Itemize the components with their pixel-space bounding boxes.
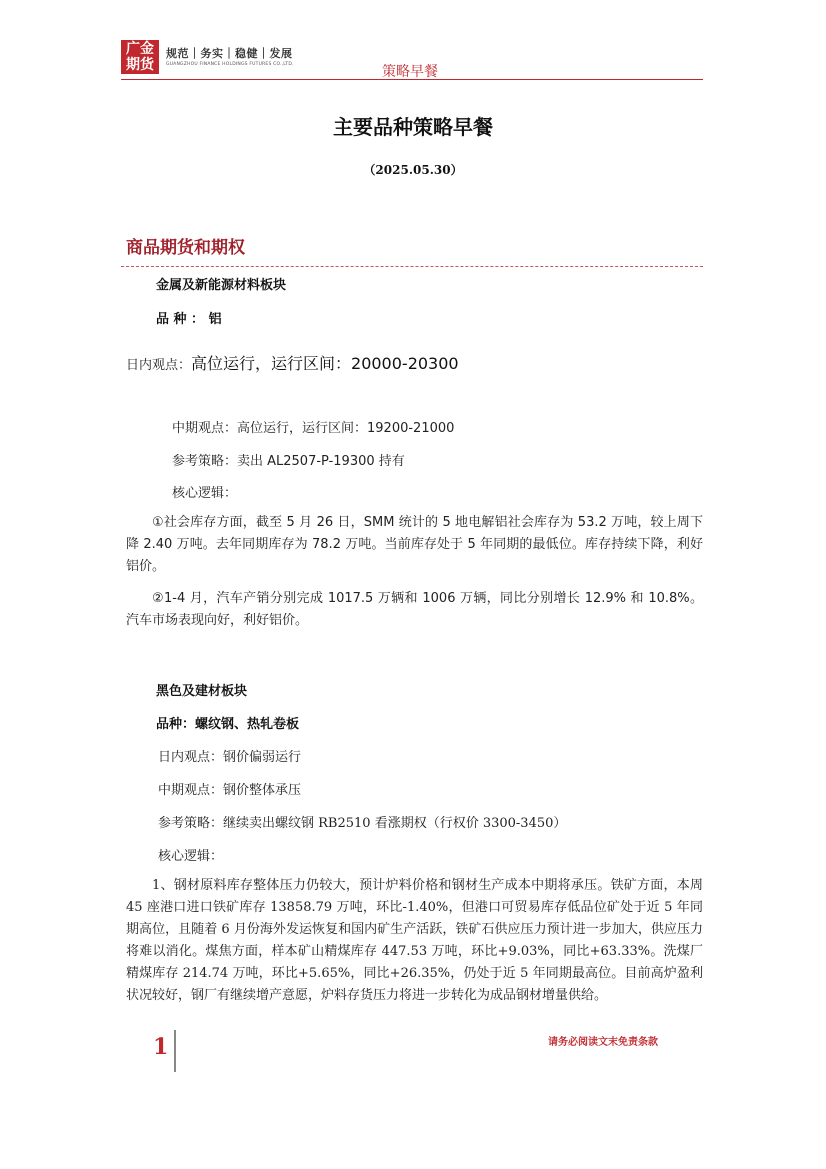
steel-strategy: 参考策略：继续卖出螺纹钢 RB2510 看涨期权（行权价 3300-3450） bbox=[158, 816, 567, 831]
document-title: 主要品种策略早餐 bbox=[333, 115, 493, 139]
company-logo bbox=[121, 40, 159, 74]
metals-logic-point-2: ②1-4 月，汽车产销分别完成 1017.5 万辆和 1006 万辆，同比分别增长 12.9% 和 10.8%。汽车市场表现向好，利好铝价。 bbox=[126, 591, 703, 628]
logo-line-2: 期货 bbox=[126, 57, 154, 73]
steel-logic-point-1: 1、钢材原料库存整体压力仍较大，预计炉料价格和钢材生产成本中期将承压。铁矿方面，本周 45 座港口进口铁矿库存 13858.79 万吨，环比-1.40%，但港口可贸易库存低品位矿处于近 5 年同期高位，且随着 6 月份海外发运恢复和国内矿生产活跃，铁矿石供应压力预计进一步加大，供应压力将难以消化。煤焦方面，样本矿山精煤库存 447.53 万吨，环比+9.03%，同比+63.33%。洗煤厂精煤库存 214.74 万吨，环比+5.65%，同比+26.35%，仍处于近 5 年同期最高位。目前高炉盈利状况较好，钢厂有继续增产意愿，炉料存货压力将进一步转化为成品钢材增量供给。 bbox=[126, 878, 703, 1003]
page-number: 1 bbox=[153, 1034, 169, 1060]
metals-logic-point-1: ①社会库存方面，截至 5 月 26 日，SMM 统计的 5 地电解铝社会库存为 53.2 万吨，较上周下降 2.40 万吨。去年同期库存为 78.2 万吨。当前库存处于 5 年同期的最低位。库存持续下降，利好铝价。 bbox=[126, 515, 703, 574]
document-date: （2025.05.30） bbox=[363, 163, 463, 177]
metals-mid-term: 中期观点：高位运行，运行区间：19200-21000 bbox=[172, 421, 455, 436]
footer-divider bbox=[174, 1030, 176, 1072]
company-motto: 规范｜务实｜稳健｜发展 bbox=[166, 47, 293, 60]
section-divider bbox=[121, 266, 703, 267]
section-heading: 商品期货和期权 bbox=[126, 238, 245, 258]
company-english-name: GUANGZHOU FINANCE HOLDINGS FUTURES CO.,LTD. bbox=[166, 62, 294, 67]
metals-logic-label: 核心逻辑： bbox=[172, 486, 238, 501]
steel-variety: 品种：螺纹钢、热轧卷板 bbox=[156, 717, 300, 732]
metals-variety: 品 种 ： 铝 bbox=[156, 312, 222, 327]
metals-intraday-value: 高位运行，运行区间：20000-20300 bbox=[191, 354, 459, 373]
metals-strategy: 参考策略：卖出 AL2507-P-19300 持有 bbox=[172, 454, 405, 469]
header-tag: 策略早餐 bbox=[382, 64, 438, 80]
steel-logic-label: 核心逻辑： bbox=[158, 849, 224, 864]
logo-line-1: 广金 bbox=[126, 41, 154, 57]
metals-heading: 金属及新能源材料板块 bbox=[156, 278, 287, 293]
metals-intraday bbox=[126, 351, 459, 374]
metals-intraday-label: 日内观点： bbox=[126, 358, 192, 373]
steel-intraday: 日内观点：钢价偏弱运行 bbox=[158, 750, 302, 765]
disclaimer-note: 请务必阅读文末免责条款 bbox=[548, 1037, 658, 1048]
header-divider bbox=[121, 79, 703, 80]
steel-heading: 黑色及建材板块 bbox=[156, 684, 248, 699]
steel-mid-term: 中期观点：钢价整体承压 bbox=[158, 783, 302, 798]
